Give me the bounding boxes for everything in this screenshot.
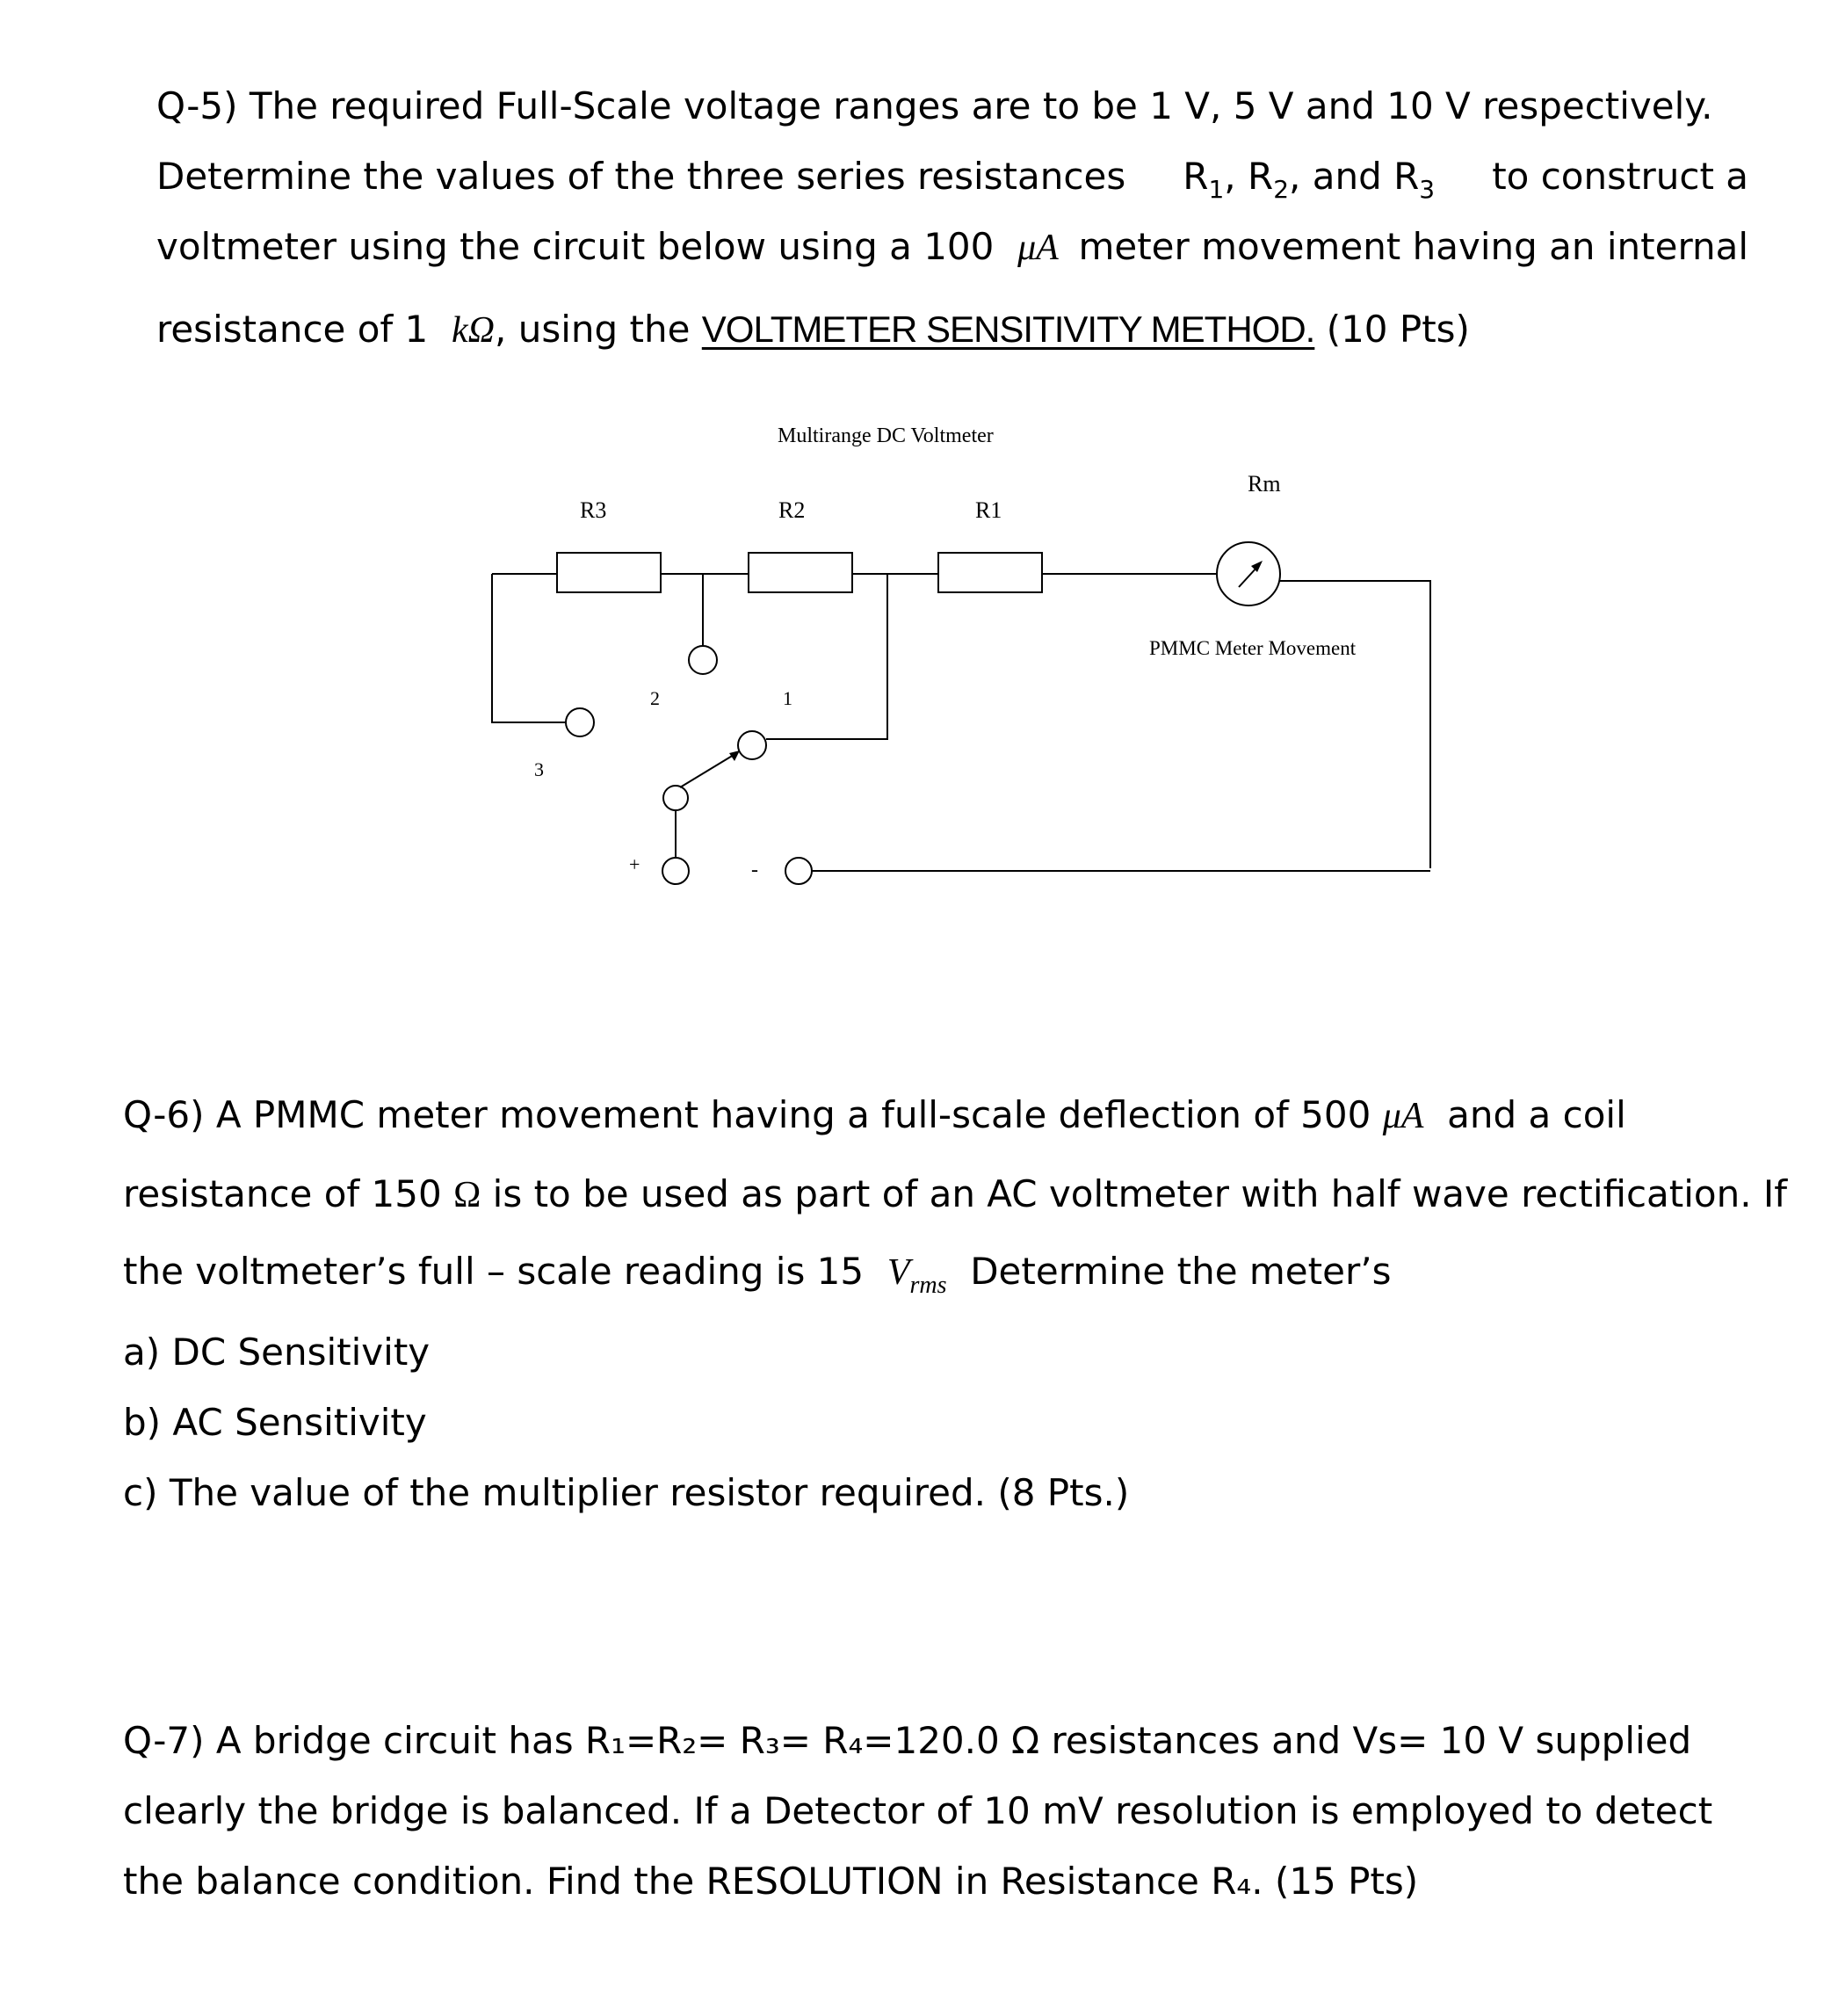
position-2-label: 2: [650, 687, 660, 709]
q5-line-3-text: voltmeter using the circuit below using a 100: [156, 225, 995, 268]
plus-label: +: [629, 853, 640, 875]
kilohm-unit: kΩ: [451, 310, 495, 351]
label-r2: R2: [778, 497, 806, 523]
resistor-r1: [938, 553, 1042, 592]
q5-line-2-tail: to construct a: [1492, 155, 1748, 198]
meter-label: PMMC Meter Movement: [1149, 637, 1357, 659]
q5-line-2-text: Determine the values of the three series resistances: [156, 155, 1126, 198]
microamp-unit: μA: [1017, 228, 1059, 268]
terminal-1-contact: [738, 731, 766, 759]
multirange-voltmeter-circuit: [0, 0, 1838, 967]
q7-line-3: the balance condition. Find the RESOLUTION in Resistance R₄. (15 Pts): [123, 1860, 1419, 1903]
meter-needle-icon: [1251, 561, 1263, 572]
position-1-label: 1: [783, 687, 792, 709]
method-underlined: VOLTMETER SENSITIVITY METHOD.: [701, 308, 1315, 350]
q5-line-4: resistance of 1 kΩ, using the VOLTMETER SENSITIVITY METHOD. (10 Pts): [156, 308, 1470, 351]
label-rm: Rm: [1248, 471, 1281, 497]
minus-terminal[interactable]: [785, 858, 812, 884]
resistor-r3: [557, 553, 661, 592]
rms-subscript: rms: [909, 1272, 947, 1299]
q5-points: (10 Pts): [1326, 308, 1470, 351]
microamp-unit-q6: μA: [1382, 1096, 1424, 1136]
q7-line-2: clearly the bridge is balanced. If a Detector of 10 mV resolution is employed to detect: [123, 1789, 1713, 1832]
position-3-label: 3: [534, 758, 544, 780]
q6-item-c: c) The value of the multiplier resistor required. (8 Pts.): [123, 1471, 1130, 1514]
terminal-3-contact: [566, 708, 594, 736]
q7-line-1: Q-7) A bridge circuit has R₁=R₂= R₃= R₄=120.0 Ω resistances and Vs= 10 V supplied: [123, 1719, 1692, 1762]
minus-label: -: [751, 859, 758, 881]
voltage-symbol: V: [886, 1252, 910, 1293]
pmmc-meter-icon: [1217, 542, 1280, 606]
q6-line-2: resistance of 150 Ω is to be used as part of an AC voltmeter with half wave rectification. If: [123, 1172, 1788, 1215]
q5-resistance-list: $R_1$, $R_2$, and $R_3$: [1183, 155, 1436, 204]
q6-item-a: a) DC Sensitivity: [123, 1331, 431, 1374]
plus-terminal[interactable]: [662, 858, 689, 884]
label-r3: R3: [580, 497, 607, 523]
ohm-unit-q6: Ω: [453, 1175, 481, 1215]
q5-line-3-tail: meter movement having an internal: [1078, 225, 1748, 268]
q6-line-3: the voltmeter’s full – scale reading is 15 $V_{rms}$ Determine the meter’s: [123, 1250, 1392, 1299]
resistor-r2: [749, 553, 852, 592]
q6-item-b: b) AC Sensitivity: [123, 1401, 427, 1444]
selector-pivot: [663, 786, 688, 810]
circuit-title: Multirange DC Voltmeter: [778, 424, 994, 447]
q6-line-1: Q-6) A PMMC meter movement having a full-scale deflection of 500 μA and a coil: [123, 1093, 1626, 1136]
terminal-2-contact: [689, 646, 717, 674]
selector-switch-arm[interactable]: [680, 752, 738, 787]
label-r1: R1: [975, 497, 1002, 523]
q5-line-1-text: Q-5) The required Full-Scale voltage ranges are to be 1 V, 5 V and 10 V respectively.: [156, 84, 1713, 127]
